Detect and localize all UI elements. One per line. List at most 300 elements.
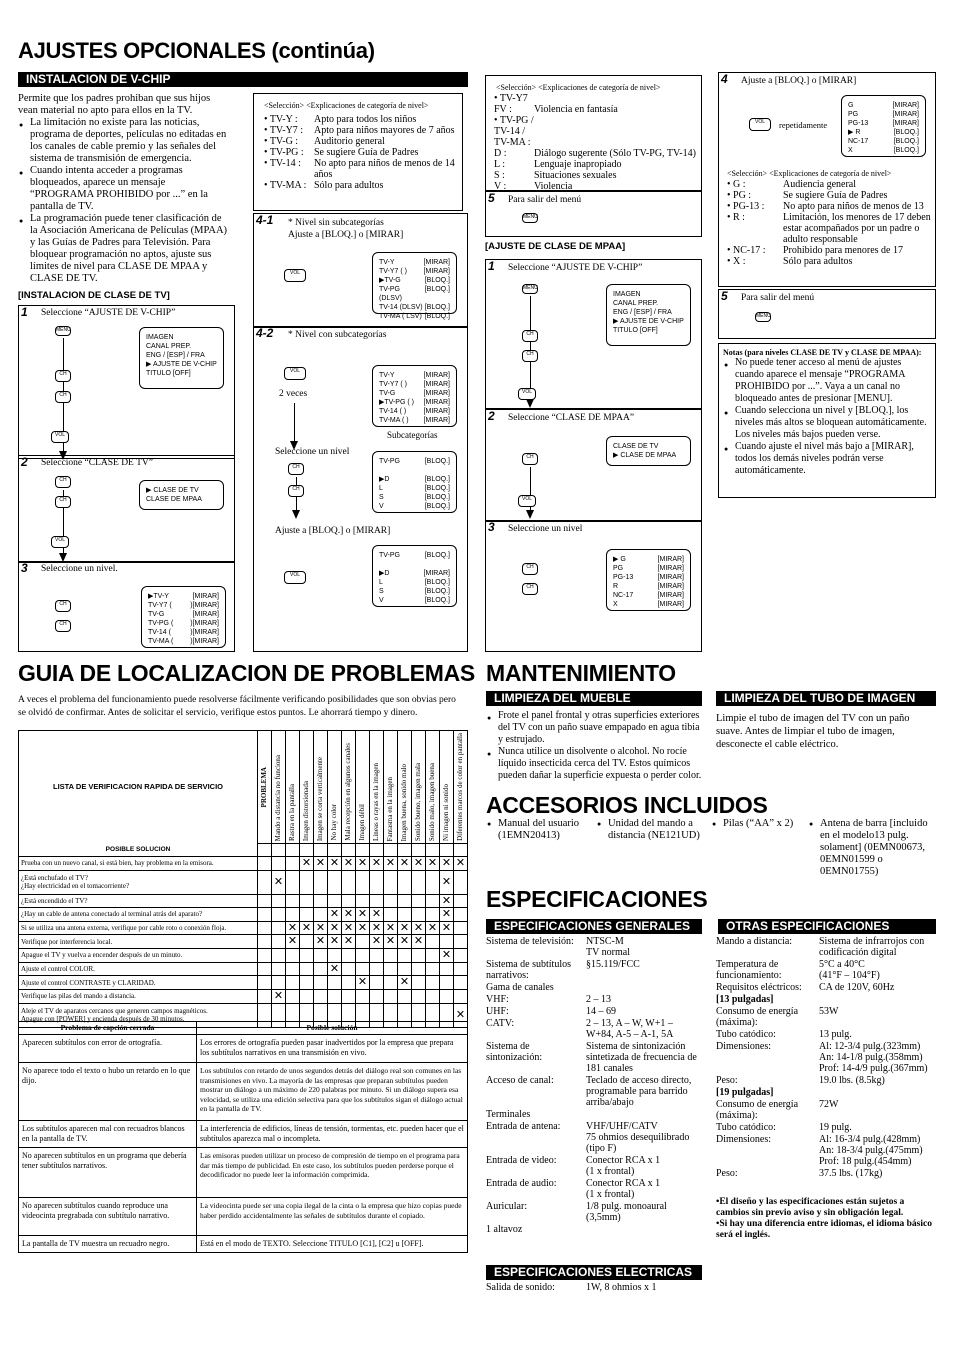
bullet-item: ● Frote el panel frontal y otras superficies exteriores del TV con un paño suave empapado en agua tibia y estrujado. [486,710,702,746]
spec-row [716,1006,938,1028]
menu-item: R [613,583,619,590]
check-cell: ✕ [328,962,342,976]
check-cell: ✕ [454,856,468,870]
menu-item: ▶D [379,476,390,483]
empty-cell [398,843,412,856]
check-cell [314,976,328,990]
tv-subcat-box [485,75,702,191]
spec-row [486,1224,702,1235]
check-cell [454,870,468,894]
gen-bar: ESPECIFICACIONES GENERALES [486,919,702,934]
cc-solution: La interferencia de edificios, líneas de tensión, tormentas, etc. pueden hacer que el subtítulos aparezca mal o incompleta. [197,1121,468,1148]
menu-line [379,551,450,560]
check-cell: ✕ [412,856,426,870]
spec-value: Al: 12-3/4 pulg.(323mm) An: 14-1/8 pulg.(358mm) Prof: 14-4/9 pulg.(367mm) [819,1041,928,1074]
menu-line [613,591,684,600]
menu-line [379,578,450,587]
check-cell [426,935,440,949]
mpaa-menu-screen-4 [841,95,926,157]
check-cell [328,976,342,990]
check-cell: ✕ [314,856,328,870]
vol-button[interactable]: VOL [284,269,306,282]
check-cell [342,949,356,963]
problem-column-header [370,731,384,844]
menu-value: [BLOQ.] [424,286,450,293]
menu-line [848,119,919,128]
check-cell [356,949,370,963]
spec-value [586,1109,702,1120]
spec-note: •Si hay una diferencia entre idiomas, el idioma básico será el inglés. [716,1219,932,1240]
category-code: • TV-MA : [264,180,307,191]
menu-value: [BLOQ.] [424,485,450,492]
acc-item: ● Pilas (“AA” x 2) [712,818,794,829]
menu-line [848,128,919,137]
check-cell [314,894,328,908]
category-row [494,93,699,104]
check-cell: ✕ [384,935,398,949]
menu-button[interactable]: MENU [755,312,771,322]
category-desc: Se sugiere Guía de Padres [783,190,888,201]
menu-value: )[MIRAR] [190,602,219,609]
menu-button[interactable]: MENU [55,326,71,336]
solution-text: Si se utiliza una antena externa, verifique por cable roto o conexión floja. [19,921,258,935]
ch-button[interactable]: CH [522,583,538,595]
acc-item: ● Manual del usuario (1EMN20413) [487,818,580,841]
menu-line [379,457,450,466]
check-cell [286,894,300,908]
vchip-bar: INSTALACION DE V-CHIP [18,72,468,87]
menu-line: CANAL PREP. [146,343,192,350]
problem-column-header [356,731,370,844]
ch-button[interactable]: CH [522,330,538,342]
vol-button[interactable]: VOL [51,431,69,443]
spec-key: UHF: [486,1006,509,1017]
sel-head: <Selección> <Explicaciones de categoría de nivel> [264,101,429,110]
check-cell [398,990,412,1004]
problem-name: Imagen buena, sonido malo [400,763,408,841]
menu-value: )[MIRAR] [190,629,219,636]
spec-key: Gama de canales [486,982,554,993]
menu-line [148,592,219,601]
problem-name: Ni imagen ni sonido [442,783,450,841]
empty-cell [258,921,272,935]
menu-button[interactable]: MENU [522,213,538,223]
check-cell [426,949,440,963]
vol-button[interactable]: VOL [51,536,69,548]
menu-item: TV-PG [379,552,401,559]
problem-column-header [328,731,342,844]
menu-value: [MIRAR] [423,259,450,266]
category-row [727,179,932,190]
spec-row [486,1201,702,1223]
service-checklist-table [18,730,468,1028]
vol-button[interactable]: VOL [749,118,771,131]
menu-item: S [379,494,384,501]
category-row [494,170,699,181]
menu-line [379,258,450,267]
check-cell [272,935,286,949]
menu-value: [MIRAR] [423,381,450,388]
menu-value: [BLOQ.] [893,138,919,145]
check-cell [342,894,356,908]
vol-button[interactable]: VOL [284,367,306,380]
menu-value: [BLOQ.] [424,277,450,284]
menu-value: [MIRAR] [423,372,450,379]
check-cell [356,870,370,894]
category-row [494,159,699,170]
menu-line [613,564,684,573]
vchip-intro: Permite que los padres prohiban que sus hijos vean material no apto para ellos en la TV. [18,93,211,116]
check-cell [328,894,342,908]
spec-value: Teclado de acceso directo, programable para barrido arriba/abajo [586,1075,692,1108]
spec-value: Conector RCA x 1 (1 x frontal) [586,1155,661,1177]
spec-key: [19 pulgadas] [716,1087,774,1098]
ch-button[interactable]: CH [55,600,71,612]
ch-button[interactable]: CH [55,476,71,488]
category-desc: Sólo para adultos [314,180,384,191]
check-cell [314,949,328,963]
menu-line: TITULO [OFF] [146,370,191,377]
spec-key: Tubo catódico: [716,1122,776,1133]
problem-name: Imagen débil [358,804,366,841]
category-desc: Violencia en fantasía [534,104,618,115]
spec-row [716,1168,938,1179]
check-cell: ✕ [454,1003,468,1027]
category-code: • G : [727,179,746,190]
spec-value: 37.5 lbs. (17kg) [819,1168,883,1179]
menu-item: V [379,597,384,604]
step5-text: Para salir del menú [508,195,582,205]
check-cell [300,962,314,976]
tv-menu-screen-44 [372,545,457,607]
spec-row [716,1099,938,1121]
vol-button[interactable]: VOL [518,388,536,400]
solution-text: Verifique las pilas del mando a distancia. [19,990,258,1004]
spec-value: 13 pulg. [819,1029,852,1040]
check-cell: ✕ [440,894,454,908]
menu-line: CLASE DE TV [613,443,659,450]
menu-value: [BLOQ.] [424,597,450,604]
check-cell: ✕ [440,870,454,894]
ch-button[interactable]: CH [288,485,304,497]
check-cell [454,894,468,908]
category-code: • X : [727,256,746,267]
menu-value: [MIRAR] [892,111,919,118]
empty-cell [258,949,272,963]
solution-text: Prueba con un nuevo canal, si está bien, hay problema en la emisora. [19,856,258,870]
check-cell [384,908,398,922]
spec-value: §15.119/FCC [586,959,640,970]
menu-item: ▶ R [848,129,861,136]
category-code: • TV-Y : [264,114,298,125]
check-cell: ✕ [300,856,314,870]
menu-item: L [379,579,383,586]
check-cell [454,921,468,935]
check-cell [328,990,342,1004]
check-cell: ✕ [286,935,300,949]
mpaa-step2-box: 2 Seleccione “CLASE DE MPAA” CH VOL CLASE DE TV ▶ CLASE DE MPAA [485,409,702,522]
menu-value: [BLOQ.] [424,458,450,465]
spec-value: 1/8 pulg. monoaural (3,5mm) [586,1201,667,1223]
check-cell [398,962,412,976]
spec-key: Sistema de subtítulos narrativos: [486,959,571,981]
menu-item: ▶TV-Y [148,593,169,600]
menu-line [148,610,219,619]
check-cell: ✕ [272,990,286,1004]
menu-value: [MIRAR] [657,556,684,563]
subcat-lines [494,93,699,192]
check-cell: ✕ [356,976,370,990]
vol-button[interactable]: VOL [284,571,306,584]
check-cell: ✕ [370,908,384,922]
menu-line [848,110,919,119]
menu-value: [MIRAR] [423,408,450,415]
check-cell [440,962,454,976]
check-cell: ✕ [384,856,398,870]
empty-cell [426,843,440,856]
category-code: • PG : [727,190,752,201]
check-cell: ✕ [426,856,440,870]
spec-key: Dimensiones: [716,1041,771,1052]
menu-item: L [379,485,383,492]
category-row [494,115,699,148]
menu-value: [MIRAR] [423,570,450,577]
category-code: FV : [494,104,512,115]
spec-row [486,1018,702,1040]
category-row [727,256,932,267]
menu-item: X [848,147,853,154]
ch-button[interactable]: CH [55,370,71,382]
check-cell: ✕ [440,949,454,963]
menu-line [379,560,450,569]
check-cell [370,949,384,963]
repet-label: repetidamente [779,120,828,130]
notes-title: Notas (para niveles CLASE DE TV y CLASE DE MPAA): [723,348,922,357]
tv-header: [INSTALACION DE CLASE DE TV] [18,290,170,301]
empty-cell [454,843,468,856]
spec-value: Conector RCA x 1 (1 x frontal) [586,1178,661,1200]
check-cell [454,908,468,922]
check-cell [314,908,328,922]
menu-value: [MIRAR] [423,417,450,424]
spec-title: ESPECIFICACIONES [486,886,708,912]
menu-item: TV-G [379,390,396,397]
subcat-label: Subcategorías [387,430,438,440]
ch-button[interactable]: CH [55,391,71,403]
check-cell [272,949,286,963]
other-specs [716,936,938,1180]
problem-column-header [398,731,412,844]
vchip-bullets [18,117,230,285]
check-cell [412,870,426,894]
check-cell [272,908,286,922]
trouble-intro: A veces el problema del funcionamiento puede resolverse fácilmente verificando posibilidades que son obvias pero se olvidó de confirmar. Antes de solicitar el servicio, verifique estos puntos. Le ahorrará tiempo y dinero. [18,695,456,718]
check-cell [356,935,370,949]
spec-key: Requisitos eléctricos: [716,982,802,993]
check-cell: ✕ [440,921,454,935]
tv-menu-screen-1 [139,327,224,389]
category-code: • PG-13 : [727,201,765,212]
cc-problem: No aparece todo el texto o hubo un retardo en lo que dijo. [19,1063,197,1121]
menu-line [379,569,450,578]
spec-row [716,959,938,981]
menu-item: ▶D [379,570,390,577]
spec-key: Terminales [486,1109,531,1120]
menu-line: IMAGEN [146,334,174,341]
mpaa-step4-box: 4 Ajuste a [BLOQ.] o [MIRAR] VOL repetidamente G [MIRAR] PG [MIRAR] PG-13 [MIRAR] ▶ R [BLOQ.] NC-17 [BLOQ.] X [BLOQ.] <Selección> <Explicaciones de categoría de nivel> • G : Audiencia general • PG : Se sugiere Guía de Padres • PG-13 : No apto para niños de menos de 13 • R : Limitación, los menores de 17 deben estar acompañados por un padre o adulto responsable • NC-17 : Prohibido para menores de 17 • X : Sólo para adultos [718,72,936,287]
check-cell [342,870,356,894]
menu-line: CLASE DE MPAA [146,496,202,503]
spec-row [716,1029,938,1040]
solution-text: Verifique por interferencia local. [19,935,258,949]
check-cell [342,962,356,976]
empty-cell [272,843,286,856]
ch-button[interactable]: CH [522,563,538,575]
check-cell [314,870,328,894]
check-cell [272,976,286,990]
menu-line [379,484,450,493]
problem-column-header [314,731,328,844]
tv-step3-box: 3 Seleccione un nivel. CH CH ▶TV-Y [MIRAR] TV-Y7 ( )[MIRAR] TV-G [MIRAR] TV-PG ( )[MIRAR] TV-14 ( )[MIRAR] TV-MA ( )[MIRAR] [18,561,235,652]
check-cell [398,908,412,922]
menu-item: TV-MA ( [148,638,174,645]
spec-row [486,1178,702,1200]
menu-value: [MIRAR] [657,601,684,608]
category-desc: Auditorio general [314,136,385,147]
solution-text: Aleje el TV de aparatos cercanos que generen campos magnéticos. Apague con [POWER] y encienda después de 30 minutos. [19,1003,258,1027]
ch-button[interactable]: CH [288,463,304,475]
cc-solution: Las emisoras pueden utilizar un proceso de compresión de tiempo en el programa para dar más tiempo de publicidad. En este caso, los subtítulos pueden perderse porque el decodificador no puede leer la información comprimida. [197,1148,468,1198]
empty-cell [258,990,272,1004]
category-row [264,158,460,180]
category-desc: Apto para niños mayores de 7 años [314,125,455,136]
check-cell [440,935,454,949]
menu-line [379,285,450,303]
spec-value: Al: 16-3/4 pulg.(428mm) An: 18-3/4 pulg.(475mm) Prof: 18 pulg.(454mm) [819,1134,923,1167]
check-cell [426,894,440,908]
check-cell: ✕ [384,921,398,935]
spec-key: Peso: [716,1075,738,1086]
step41-text: * Nivel sin subcategorías Ajuste a [BLOQ.] o [MIRAR] [288,218,404,240]
spec-row [486,982,702,993]
check-cell: ✕ [440,856,454,870]
ch-button[interactable]: CH [55,496,71,508]
category-code: • TV-Y7 : [264,125,304,136]
problema-text: PROBLEMA [260,766,268,808]
check-cell: ✕ [328,908,342,922]
menu-line: ▶ AJUSTE DE V-CHIP [146,361,217,368]
empty-cell [258,856,272,870]
menu-line [379,389,450,398]
menu-item: TV-14 ( [148,629,171,636]
tv-step2-text: Seleccione “CLASE DE TV” [41,458,153,468]
mpaa-step1-text: Seleccione “AJUSTE DE V-CHIP” [508,263,643,273]
menu-item: G [848,102,854,109]
menu-line [379,475,450,484]
empty-cell [314,843,328,856]
check-cell [286,908,300,922]
check-cell [272,894,286,908]
check-cell: ✕ [286,921,300,935]
check-cell [384,976,398,990]
problem-name: Sonido bueno, imagen mala [414,762,422,841]
menu-item: TV-MA ( ) [379,417,409,424]
category-code: • TV-14 : [264,158,301,169]
spec-key: Sistema de televisión: [486,936,574,947]
elec-bar: ESPECIFICACIONES ELECTRICAS [486,1265,702,1280]
check-cell [426,870,440,894]
empty-cell [300,843,314,856]
empty-cell [370,843,384,856]
check-cell [370,990,384,1004]
acc-item: ● Antena de barra [incluido en el modelo13 pulg. solament] (0EMN00673, 0EMN01599 o 0EMN01755) [809,818,928,877]
problem-column-header [440,731,454,844]
spec-note: •El diseño y las especificaciones están sujetos a cambios sin previo aviso y sin obligación legal. [716,1197,905,1218]
category-desc: Apto para todos los niños [314,114,417,125]
menu-line: ENG / [ESP] / FRA [613,309,672,316]
problem-column-header [426,731,440,844]
tv-step1-text: Seleccione “AJUSTE DE V-CHIP” [41,308,176,318]
mpaa-step5-text: Para salir del menú [741,293,815,303]
menu-line: ▶ AJUSTE DE V-CHIP [613,318,684,325]
trouble-title: GUIA DE LOCALIZACION DE PROBLEMAS [18,660,475,686]
bullet-item: ● La limitación no existe para las noticias, programa de deportes, películas no editadas en los canales de cable premio y las señales del sistema de transmisión de emergencia. [18,117,230,165]
solution-text: ¿Hay un cable de antena conectado al terminal atrás del aparato? [19,908,258,922]
spec-value [819,1087,938,1098]
ch-button[interactable]: CH [522,350,538,362]
menu-line [379,502,450,511]
check-cell: ✕ [356,856,370,870]
spec-key: Peso: [716,1168,738,1179]
menu-value: [MIRAR] [892,102,919,109]
cc-header: Posible solución [197,1022,468,1035]
vol-button[interactable]: VOL [518,495,536,507]
menu-item: TV-PG [379,458,401,465]
problem-column-header [272,731,286,844]
sel-head-3: <Selección> <Explicaciones de categoría de nivel> [727,169,892,178]
mpaa-menu-screen-2 [606,436,691,466]
ch-button[interactable]: CH [522,453,538,465]
menu-line [379,398,450,407]
check-cell: ✕ [398,921,412,935]
cc-problem: Aparecen subtítulos con error de ortografía. [19,1035,197,1063]
tv-menu-screen-43 [372,451,457,513]
menu-item: V [379,503,384,510]
menu-item: PG [613,565,624,572]
check-cell [300,990,314,1004]
check-cell [328,870,342,894]
menu-value: [BLOQ.] [424,579,450,586]
check-cell [454,976,468,990]
ch-button[interactable]: CH [55,620,71,632]
menu-line [379,371,450,380]
spec-row [716,1087,938,1098]
check-cell [440,990,454,1004]
check-cell [426,990,440,1004]
check-cell: ✕ [412,921,426,935]
menu-button[interactable]: MENU [522,284,538,294]
mpaa-step3-box: 3 Seleccione un nivel CH CH ▶ G [MIRAR] PG [MIRAR] PG-13 [MIRAR] R [MIRAR] NC-17 [MIRAR] X [MIRAR] [485,520,702,652]
ajuste-label: Ajuste a [BLOQ.] o [MIRAR] [275,526,391,536]
problema-label [258,731,272,844]
menu-item: PG-13 [613,574,634,581]
empty-cell [258,908,272,922]
category-row [264,125,460,136]
check-cell: ✕ [356,921,370,935]
spec-value [819,994,938,1005]
spec-row [716,1075,938,1086]
menu-item: NC-17 [848,138,869,145]
